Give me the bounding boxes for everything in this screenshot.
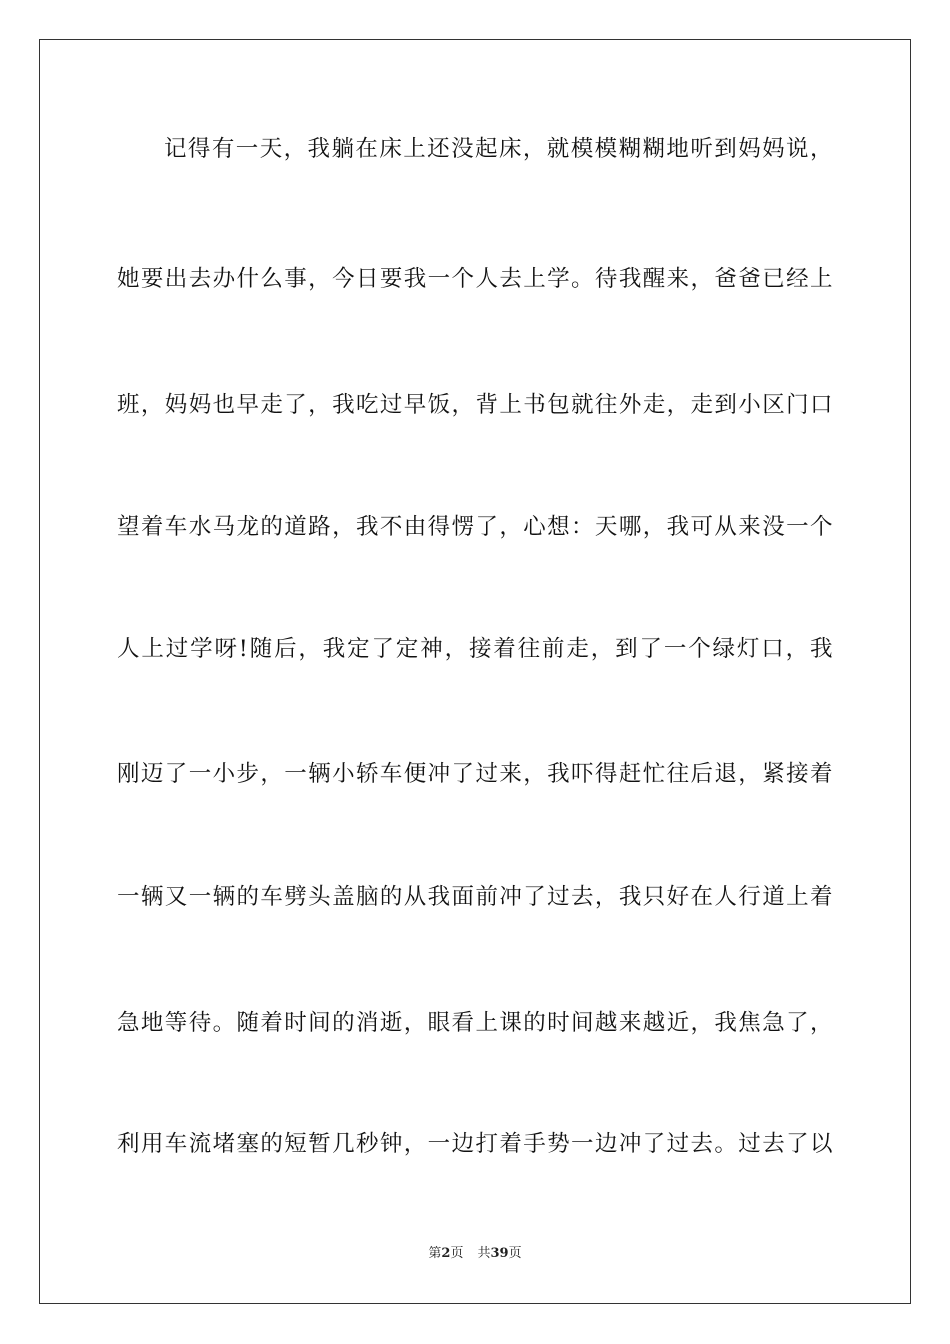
page-footer [0,1245,950,1263]
total-label-prefix: 共 [477,1246,491,1261]
page-label-suffix: 页 [450,1246,464,1261]
page-border [39,39,911,1304]
text-line: 人上过学呀!随后，我定了定神，接着往前走，到了一个绿灯口，我 [117,636,833,662]
total-label-suffix: 页 [508,1246,522,1261]
text-line: 记得有一天，我躺在床上还没起床，就模模糊糊地听到妈妈说， [164,136,833,162]
page-number: 2 [441,1246,451,1261]
text-line: 望着车水马龙的道路，我不由得愣了，心想：天哪，我可从来没一个 [117,514,833,540]
page-label-prefix: 第 [428,1246,442,1261]
total-pages: 39 [490,1246,509,1261]
text-line: 刚迈了一小步，一辆小轿车便冲了过来，我吓得赶忙往后退，紧接着 [117,761,833,787]
text-line: 她要出去办什么事，今日要我一个人去上学。待我醒来，爸爸已经上 [117,266,833,292]
text-line: 班，妈妈也早走了，我吃过早饭，背上书包就往外走，走到小区门口 [117,392,833,418]
text-line: 一辆又一辆的车劈头盖脑的从我面前冲了过去，我只好在人行道上着 [117,884,833,910]
text-line: 利用车流堵塞的短暂几秒钟，一边打着手势一边冲了过去。过去了以 [117,1131,833,1157]
text-line: 急地等待。随着时间的消逝，眼看上课的时间越来越近，我焦急了， [117,1010,833,1036]
